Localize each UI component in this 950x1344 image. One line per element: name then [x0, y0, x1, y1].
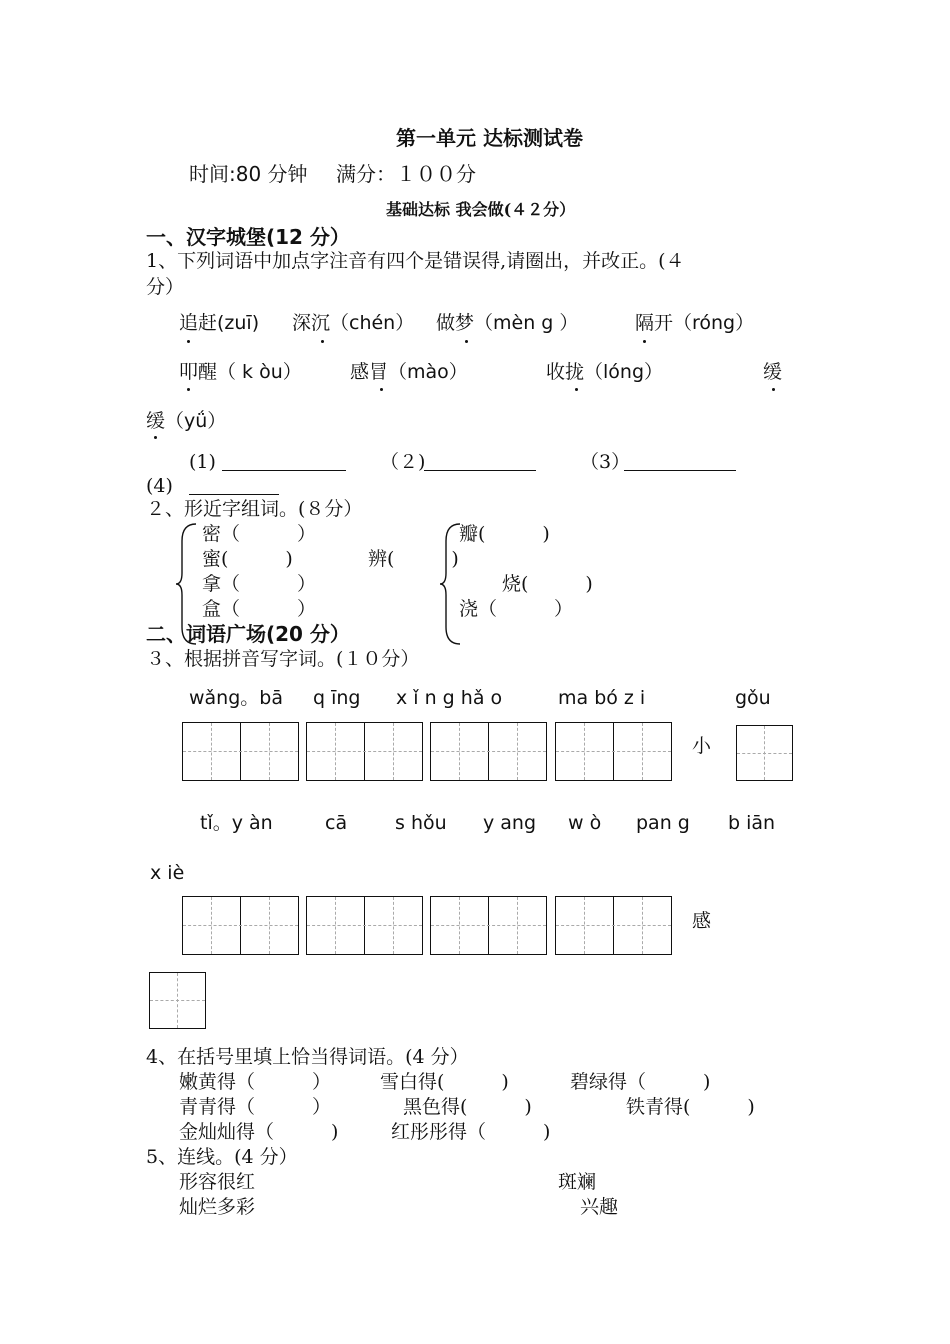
- word-na: 拿（ ）: [202, 573, 317, 595]
- pinyin-ca: cā: [325, 812, 348, 834]
- writing-box[interactable]: [182, 722, 299, 781]
- emphasis-dot: [187, 340, 190, 343]
- word-he: 盒（ ）: [202, 598, 317, 620]
- pinyin-gou: gǒu: [735, 687, 771, 709]
- fill-qingqing: 青青得（ ）: [179, 1096, 332, 1118]
- match-left-2[interactable]: 灿烂多彩: [179, 1196, 256, 1218]
- answer-label-2: （２): [380, 451, 426, 473]
- word-bian: 辨( ): [368, 548, 459, 570]
- answer-blank-4[interactable]: [189, 494, 279, 495]
- fill-bilv: 碧绿得（ ): [570, 1071, 711, 1093]
- fill-tieqing: 铁青得( ): [626, 1096, 755, 1118]
- pinyin-shou: s hǒu: [395, 812, 447, 834]
- section1-heading: 一、汉字城堡(12 分）: [146, 225, 350, 249]
- fill-xuebai: 雪白得( ): [380, 1071, 509, 1093]
- q3-text: ３、根据拼音写字词。(１０分）: [146, 648, 420, 670]
- page-title: 第一单元 达标测试卷: [396, 126, 583, 150]
- word-shenchen: 深沉（chén）: [292, 312, 415, 334]
- answer-label-3: （3）: [580, 451, 631, 473]
- char-gan: 感: [692, 910, 712, 932]
- match-right-1[interactable]: 斑斓: [558, 1171, 597, 1193]
- writing-box[interactable]: [306, 722, 423, 781]
- match-right-2[interactable]: 兴趣: [580, 1196, 619, 1218]
- emphasis-dot: [575, 388, 578, 391]
- word-ban: 瓣( ): [459, 523, 550, 545]
- emphasis-dot: [380, 388, 383, 391]
- pinyin-xie: x iè: [150, 862, 185, 884]
- emphasis-dot: [643, 340, 646, 343]
- word-gekai: 隔开（róng）: [635, 312, 755, 334]
- emphasis-dot: [772, 388, 775, 391]
- section2-heading: 二、词语广场(20 分）: [146, 622, 350, 646]
- word-zhuigan: 追赶(zuī): [179, 312, 260, 334]
- writing-box[interactable]: [555, 722, 672, 781]
- word-jiao: 浇（ ）: [459, 598, 574, 620]
- q4-text: 4、在括号里填上恰当得词语。(4 分）: [146, 1046, 469, 1068]
- fill-jincancan: 金灿灿得（ ): [179, 1121, 339, 1143]
- q5-text: 5、连线。(4 分）: [146, 1146, 298, 1168]
- pinyin-bian: b iān: [728, 812, 776, 834]
- pinyin-pang: pan g: [636, 812, 690, 834]
- pinyin-qing: q īng: [313, 687, 361, 709]
- writing-box[interactable]: [736, 725, 793, 781]
- writing-box[interactable]: [149, 972, 206, 1029]
- word-mi: 密（ ）: [202, 523, 317, 545]
- writing-box[interactable]: [430, 722, 547, 781]
- pinyin-mabozi: ma bó z i: [558, 687, 646, 709]
- fill-heise: 黑色得( ): [403, 1096, 532, 1118]
- emphasis-dot: [321, 340, 324, 343]
- answer-blank-1[interactable]: [222, 470, 346, 471]
- word-kouxing: 叩醒（ k òu）: [179, 361, 302, 383]
- word-ganmao: 感冒（mào）: [350, 361, 468, 383]
- word-mi-honey: 蜜( ): [202, 548, 293, 570]
- writing-box[interactable]: [555, 896, 672, 955]
- match-left-1[interactable]: 形容很红: [179, 1171, 256, 1193]
- emphasis-dot: [154, 436, 157, 439]
- writing-box[interactable]: [306, 896, 423, 955]
- basics-title: 基础达标 我会做(４２分）: [386, 200, 576, 219]
- fill-hongtongtong: 红彤彤得（ ): [391, 1121, 551, 1143]
- word-huanhuan: 缓（yǘ）: [146, 410, 227, 432]
- word-shao: 烧( ): [502, 573, 593, 595]
- char-xiao: 小: [692, 735, 712, 757]
- fill-nenhuang: 嫩黄得（ ）: [179, 1071, 332, 1093]
- word-zuomeng: 做梦（mèn g ）: [436, 312, 579, 334]
- pinyin-tiyan: tǐ。y àn: [200, 812, 273, 834]
- pinyin-yang: y ang: [483, 812, 537, 834]
- word-shoulong: 收拢（lóng）: [546, 361, 664, 383]
- q1-line2: 分）: [146, 276, 185, 298]
- writing-box[interactable]: [430, 896, 547, 955]
- word-huan: 缓: [763, 361, 783, 383]
- pinyin-xinghao: x ǐ n g hǎ o: [396, 687, 503, 709]
- writing-box[interactable]: [182, 896, 299, 955]
- pinyin-wangba: wǎng。bā: [189, 687, 283, 709]
- q2-text: ２、形近字组词。(８分）: [146, 498, 363, 520]
- emphasis-dot: [187, 388, 190, 391]
- answer-label-4: (4): [146, 475, 173, 497]
- q1-line1: 1、下列词语中加点字注音有四个是错误得,请圈出，并改正。(４: [146, 250, 685, 272]
- answer-blank-2[interactable]: [424, 470, 536, 471]
- answer-label-1: (1): [189, 451, 216, 473]
- emphasis-dot: [465, 340, 468, 343]
- pinyin-wo: w ò: [568, 812, 602, 834]
- time-info: 时间:80 分钟: [189, 162, 308, 186]
- answer-blank-3[interactable]: [624, 470, 736, 471]
- score-info: 满分：１００分: [336, 162, 476, 186]
